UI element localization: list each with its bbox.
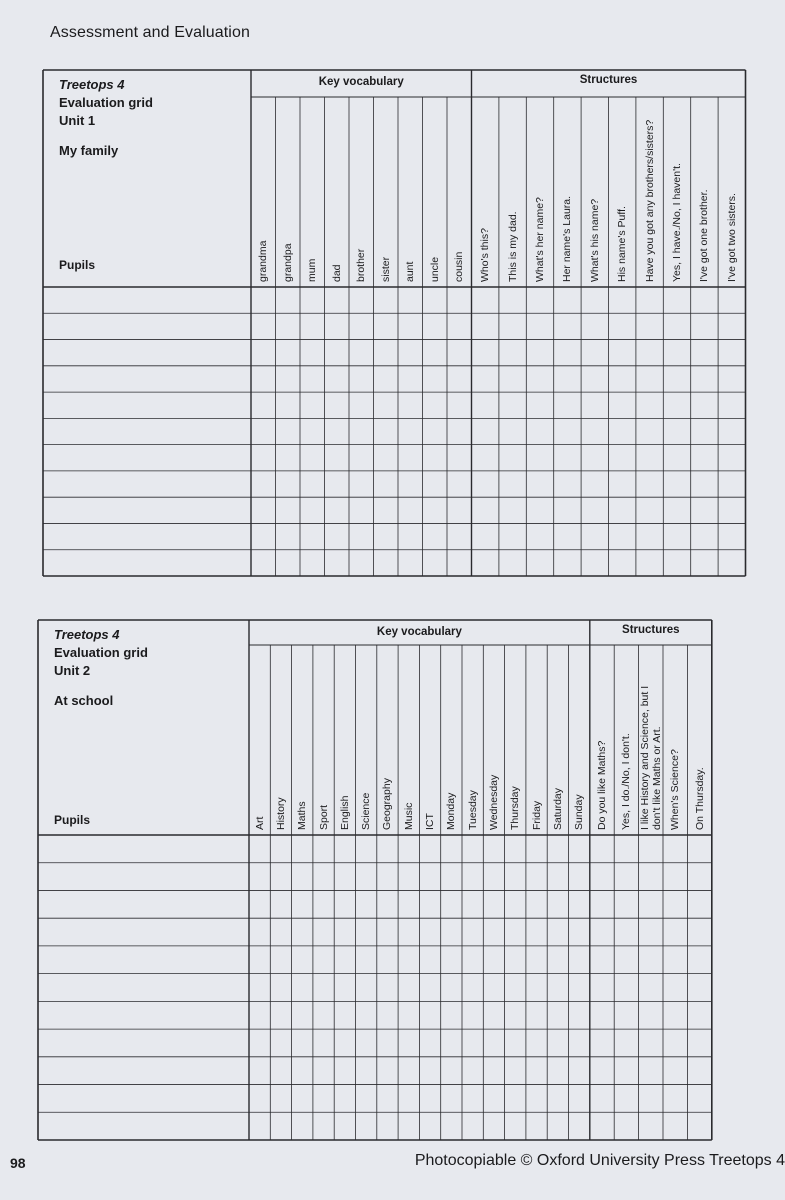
vocabulary-column-header: Thursday	[509, 786, 522, 830]
structure-column-header: Her name's Laura.	[561, 195, 574, 282]
vocabulary-column-header: English	[338, 795, 351, 830]
pupils-label: Pupils	[54, 813, 91, 827]
structure-column-header: Do you like Maths?	[596, 740, 608, 830]
grid-title: Evaluation grid	[59, 95, 153, 110]
vocabulary-column-header: Geography	[381, 778, 394, 830]
vocabulary-column-header: Science	[360, 792, 373, 830]
structure-column-header: I've got two sisters.	[725, 193, 738, 282]
structures-label: Structures	[622, 624, 680, 636]
page-header: Assessment and Evaluation	[50, 24, 250, 41]
grid-title-block	[54, 626, 148, 710]
vocabulary-column-header: uncle	[428, 256, 441, 282]
structure-column-header: This is my dad.	[506, 211, 519, 282]
evaluation-grid-unit-1	[43, 70, 778, 576]
vocabulary-column-header: Art	[253, 816, 266, 830]
vocabulary-column-header: Sunday	[573, 794, 586, 830]
unit-title: At school	[54, 693, 114, 708]
vocabulary-column-header: sister	[379, 256, 392, 282]
structure-column-header: I've got one brother.	[698, 189, 711, 282]
vocabulary-column-header: mum	[306, 258, 319, 282]
vocabulary-column-header: cousin	[453, 251, 466, 282]
structure-column-header: His name's Puff.	[616, 206, 629, 282]
grid-lines	[38, 620, 778, 1140]
unit-label: Unit 2	[54, 663, 91, 678]
unit-title: My family	[59, 143, 119, 158]
grid-title: Evaluation grid	[54, 645, 148, 660]
vocabulary-column-header: History	[274, 797, 287, 830]
vocabulary-column-header: aunt	[404, 261, 417, 282]
structure-column-header: On Thursday.	[693, 767, 706, 830]
pupils-label: Pupils	[59, 258, 96, 272]
vocabulary-column-header: Saturday	[551, 787, 564, 830]
vocabulary-column-header: Friday	[530, 800, 543, 830]
structure-column-header: Yes, I do./No, I don't.	[620, 733, 633, 830]
grid-title-block	[59, 76, 153, 160]
key-vocabulary-label: Key vocabulary	[318, 76, 404, 88]
vocabulary-column-header: ICT	[424, 813, 437, 830]
unit-label: Unit 1	[59, 113, 96, 128]
structure-column-header: When's Science?	[669, 749, 682, 830]
vocabulary-column-header: grandpa	[281, 243, 294, 282]
structure-column-header: Yes, I have./No, I haven't.	[671, 163, 683, 282]
vocabulary-column-header: Tuesday	[466, 790, 479, 830]
structures-label: Structures	[579, 74, 638, 86]
structure-column-header: What's her name?	[534, 197, 546, 282]
structure-column-header: Have you got any brothers/sisters?	[643, 119, 656, 282]
series-title: Treetops 4	[54, 627, 120, 642]
page-number: 98	[10, 1155, 26, 1171]
evaluation-grid-unit-2	[38, 620, 778, 1140]
vocabulary-column-header: dad	[330, 264, 343, 282]
structure-column-header: I like History and Science, but I don't like Maths or Art.	[638, 685, 663, 830]
structure-column-header: Who's this?	[479, 228, 492, 282]
vocabulary-column-header: Wednesday	[487, 774, 500, 830]
key-vocabulary-label: Key vocabulary	[376, 626, 462, 638]
vocabulary-column-header: Maths	[296, 801, 309, 830]
series-title: Treetops 4	[59, 77, 125, 92]
vocabulary-column-header: Sport	[317, 804, 330, 830]
vocabulary-column-header: Monday	[445, 792, 458, 830]
vocabulary-column-header: grandma	[257, 240, 270, 282]
vocabulary-column-header: Music	[402, 802, 415, 830]
structure-column-header: What's his name?	[588, 198, 601, 282]
vocabulary-column-header: brother	[355, 248, 368, 282]
copyright-credit: Photocopiable © Oxford University Press Treetops 4	[414, 1152, 785, 1169]
grid-lines	[43, 70, 778, 576]
